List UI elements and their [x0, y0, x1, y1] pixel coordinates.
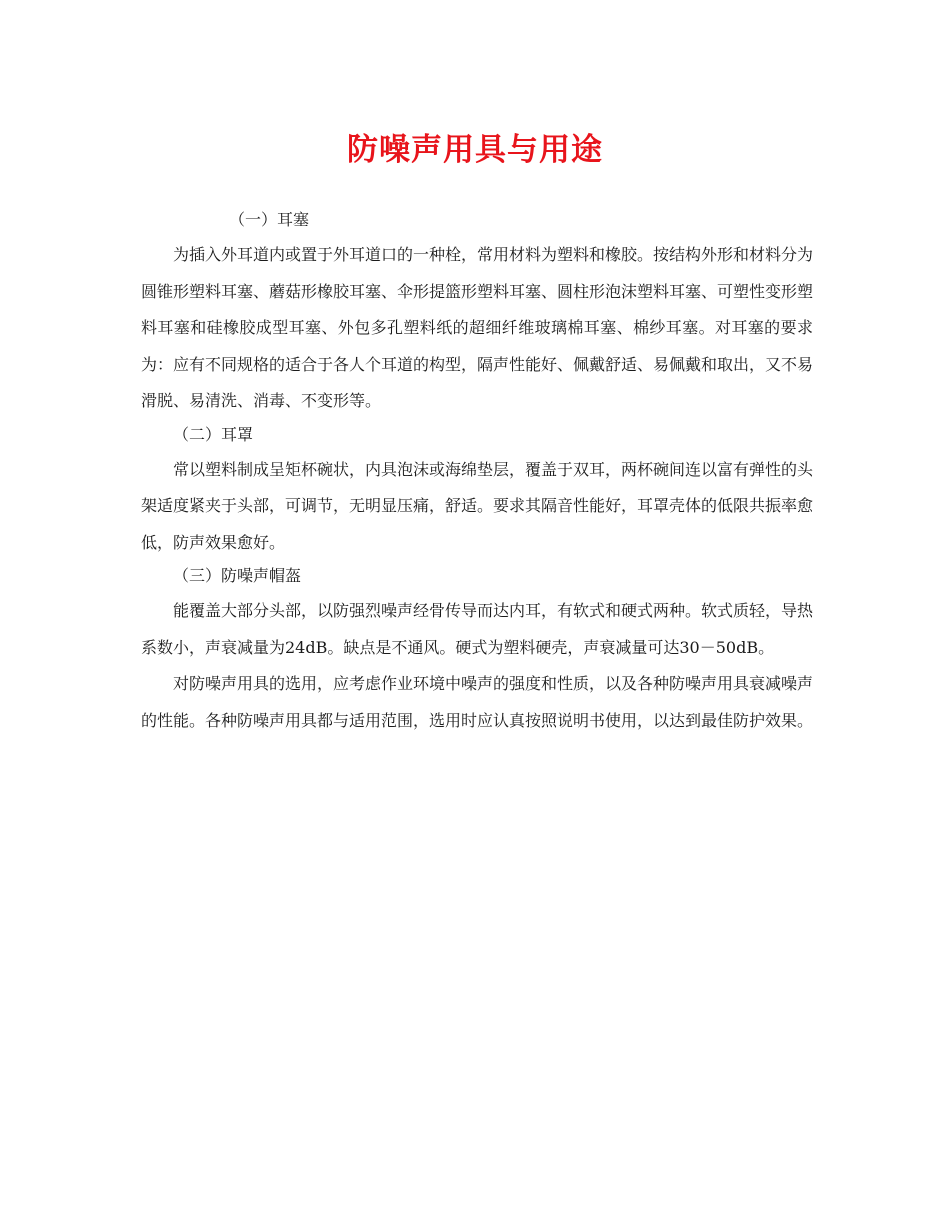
section-heading-earmuffs: （二）耳罩	[173, 424, 254, 444]
section-body-helmet: 能覆盖大部分头部，以防强烈噪声经骨传导而达内耳，有软式和硬式两种。软式质轻，导热系数小，声衰减量为24dB。缺点是不通风。硬式为塑料硬壳，声衰减量可达30－50dB。	[141, 601, 814, 657]
closing-paragraph: 对防噪声用具的选用，应考虑作业环境中噪声的强度和性质，以及各种防噪声用具衰减噪声的性能。各种防噪声用具都与适用范围，选用时应认真按照说明书使用，以达到最佳防护效果。	[141, 674, 814, 730]
section-heading-earplugs: （一）耳塞	[229, 210, 310, 229]
section-body-earplugs: 为插入外耳道内或置于外耳道口的一种栓，常用材料为塑料和橡胶。按结构外形和材料分为圆锥形塑料耳塞、蘑菇形橡胶耳塞、伞形提篮形塑料耳塞、圆柱形泡沫塑料耳塞、可塑性变形塑料耳塞和硅橡胶成型耳塞、外包多孔塑料纸的超细纤维玻璃棉耳塞、棉纱耳塞。对耳塞的要求为：应有不同规格的适合于各人个耳道的构型，隔声性能好、佩戴舒适、易佩戴和取出，又不易滑脱、易清洗、消毒、不变形等。	[141, 245, 814, 410]
section-body-earmuffs: 常以塑料制成呈矩杯碗状，内具泡沫或海绵垫层，覆盖于双耳，两杯碗间连以富有弹性的头架适度紧夹于头部，可调节，无明显压痛，舒适。要求其隔音性能好，耳罩壳体的低限共振率愈低，防声效果愈好。	[141, 459, 814, 552]
document-title: 防噪声用具与用途	[347, 132, 603, 168]
document-body	[141, 205, 813, 739]
section-heading-helmet: （三）防噪声帽盔	[173, 566, 302, 585]
